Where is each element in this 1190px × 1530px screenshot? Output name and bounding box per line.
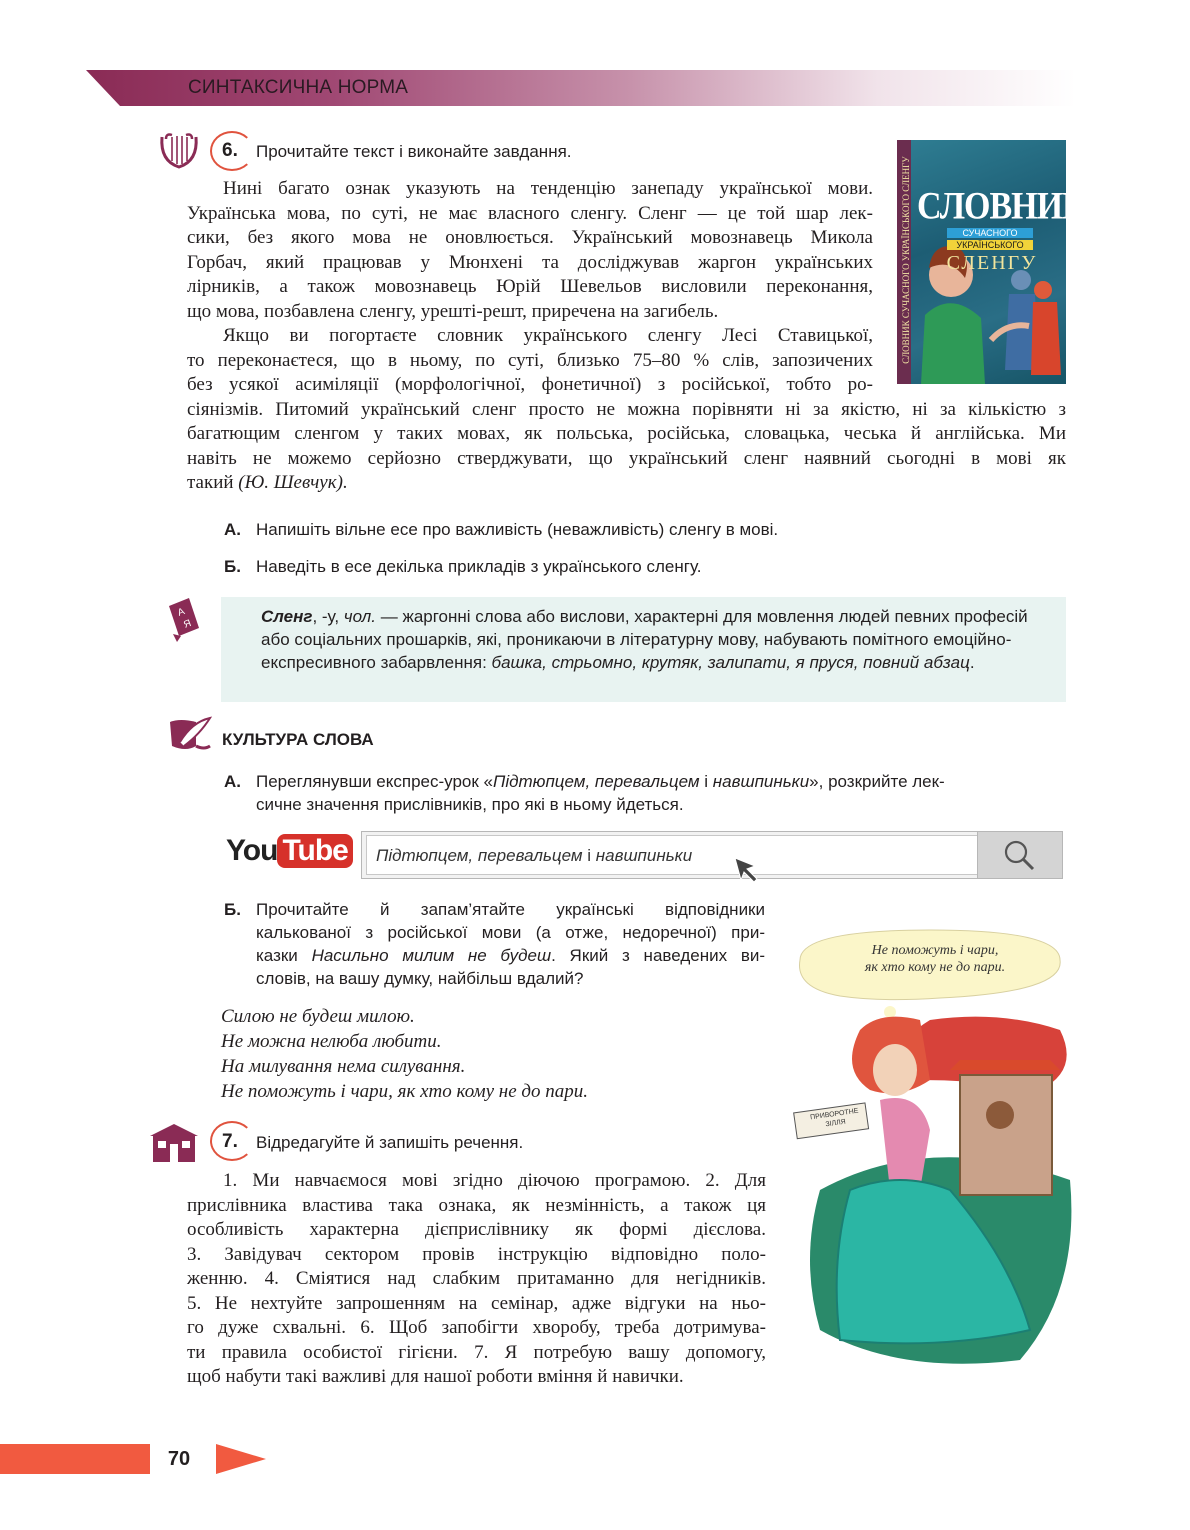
task-7-number: 7.: [222, 1131, 238, 1152]
lyre-icon: [158, 131, 200, 171]
book-subtitle-1: СУЧАСНОГО: [947, 228, 1033, 238]
text-line: такий (Ю. Шевчук).: [187, 472, 348, 493]
svg-text:А: А: [176, 606, 187, 619]
youtube-search-bar: [361, 831, 1063, 879]
section-title: СИНТАКСИЧНА НОРМА: [188, 77, 409, 98]
text-line: го дуже схвальні. 6. Щоб запобігти хворобу, треба дотримува-: [187, 1317, 766, 1338]
task-7-instruction: Відредагуйте й запишіть речення.: [256, 1133, 524, 1152]
text-line: Горбач, який працював у Мюнхені та досліджував жаргон українських: [187, 251, 873, 273]
text-line: багатющим сленгом у таких мовах, як польська, російська, словацька, чеська й англійська. Ми: [187, 423, 1066, 444]
definition-term: Сленг: [261, 607, 313, 626]
svg-text:Я: Я: [182, 618, 193, 631]
text-line: женню. 4. Сміятися над слабким притаманно для негідників.: [187, 1268, 766, 1289]
dictionary-icon: [163, 596, 203, 644]
task-6-item-b: Б. Наведіть в есе декілька прикладів з українського сленгу.: [224, 557, 702, 576]
text-line: навіть не можемо серйозно стверджувати, що український сленг наявний сьогодні в мові як: [187, 447, 1066, 469]
text-line: ти правила особистої гігієни. 7. Я потребую вашу допомогу,: [187, 1341, 766, 1363]
proverb-list: [221, 1004, 588, 1104]
task-6-number: 6.: [222, 140, 238, 161]
text-line: Нині багато ознак указують на тенденцію занепаду української мови.: [223, 178, 873, 199]
task-7-text: [187, 1169, 766, 1390]
task-6-text-wide: [187, 398, 1066, 496]
proverb-line: На милування нема силування.: [221, 1056, 466, 1077]
text-line: лірників, а також мовознавець Юрій Шевельов висловили переконання,: [187, 276, 873, 297]
text-line: щоб набути такі важливі для нашої роботи вміння й навички.: [187, 1366, 684, 1387]
proverb-line: Силою не будеш милою.: [221, 1006, 415, 1027]
quill-scroll-icon: [166, 716, 212, 756]
stall-sign-text: ПРИВОРОТНЕ ЗІЛЛЯ: [809, 1107, 859, 1129]
culture-item-a: А. Переглянувши експрес-урок «Підтюпцем, перевальцем і навшпиньки», розкрийте лек- сичне значення прислівників, про які в ньому йдеться.: [224, 772, 945, 814]
proverb-line: Не поможуть і чари, як хто кому не до пари.: [221, 1081, 588, 1102]
text-line: сіянізмів. Питомий український сленг просто не можна порівняти ні за якістю, ні за кількістю з: [187, 398, 1066, 420]
book-spine-text: СЛОВНИК СУЧАСНОГО УКРАЇНСЬКОГО СЛЕНГУ: [901, 156, 911, 364]
culture-heading: КУЛЬТУРА СЛОВА: [222, 730, 374, 749]
girl-illustration: [780, 930, 1080, 1375]
footer-bar: [0, 1444, 150, 1474]
task-6-item-a: А. Напишіть вільне есе про важливість (неважливість) сленгу в мові.: [224, 520, 779, 539]
book-subtitle-2: УКРАЇНСЬКОГО: [947, 240, 1033, 250]
youtube-search-button[interactable]: [977, 832, 1062, 878]
text-line: Якщо ви погортаєте словник українського сленгу Лесі Ставицької,: [223, 325, 873, 346]
text-line: 3. Завідувач сектором провів інструкцію відповідно поло-: [187, 1243, 766, 1265]
search-icon: [978, 832, 1062, 878]
footer-arrow: [216, 1444, 266, 1474]
culture-item-b: Б. Прочитайте й запам’ятайте українські відповідники калькованої з російської мови (а отже, недоречної) при- казки Насильно милим не будеш. Який з наведених ви- словів, на вашу думку, найбільш вдалий?: [224, 900, 766, 988]
text-line: без усякої асиміляції (морфологічної, фонетичної) з російської, тобто ро-: [187, 374, 873, 395]
mouse-cursor-icon: [733, 856, 761, 884]
text-line: особливість характерна дієприслівнику як формі дієслова.: [187, 1219, 766, 1240]
definition-text: Сленг, -у, чол. — жаргонні слова або вислови, характерні для мовлення людей певних професій або соціальних прошарків, які, проникаючи в літературну мову, набувають помітного емоційно-експресивного забарвлення: башка, стрьомно, крутяк, залипати, я пруся, повний абзац.: [261, 607, 1028, 672]
text-line: Українська мова, по суті, не має власного сленгу. Сленг — це той шар лек-: [187, 202, 873, 224]
text-line: то переконаєтеся, що в ньому, по суті, близько 75–80 % слів, запозичених: [187, 349, 873, 371]
proverb-line: Не можна нелюба любити.: [221, 1031, 442, 1052]
speech-bubble-text: Не поможуть і чари, як хто кому не до пари.: [864, 943, 1006, 975]
text-line: сики, без якого мова не оновлюється. Український мовознавець Микола: [187, 227, 873, 248]
definition-examples: башка, стрьомно, крутяк, залипати, я пруся, повний абзац: [491, 653, 970, 672]
book-title: СЛОВНИК: [917, 185, 1086, 228]
youtube-logo: You Tube: [226, 834, 353, 868]
page-number: 70: [150, 1442, 208, 1476]
house-icon: [148, 1122, 200, 1164]
text-line: прислівника властива така ознака, як незмінність, а також ця: [187, 1194, 766, 1216]
text-line: що мова, позбавлена сленгу, урешті-решт, приречена на загибель.: [187, 300, 719, 322]
source-citation: (Ю. Шевчук).: [238, 472, 348, 493]
text-line: 1. Ми навчаємося мові згідно діючою програмою. 2. Для: [223, 1170, 766, 1191]
book-subtitle-3: СЛЕНГУ: [946, 252, 1038, 274]
text-line: 5. Не нехтуйте запрошенням на семінар, адже відгуки на ньо-: [187, 1292, 766, 1314]
dictionary-book-cover: [897, 140, 1086, 384]
youtube-search-input[interactable]: Підтюпцем, перевальцем і навшпиньки: [366, 835, 978, 875]
task-6-instruction: Прочитайте текст і виконайте завдання.: [256, 142, 572, 161]
task-6-text-narrow: [187, 177, 873, 398]
